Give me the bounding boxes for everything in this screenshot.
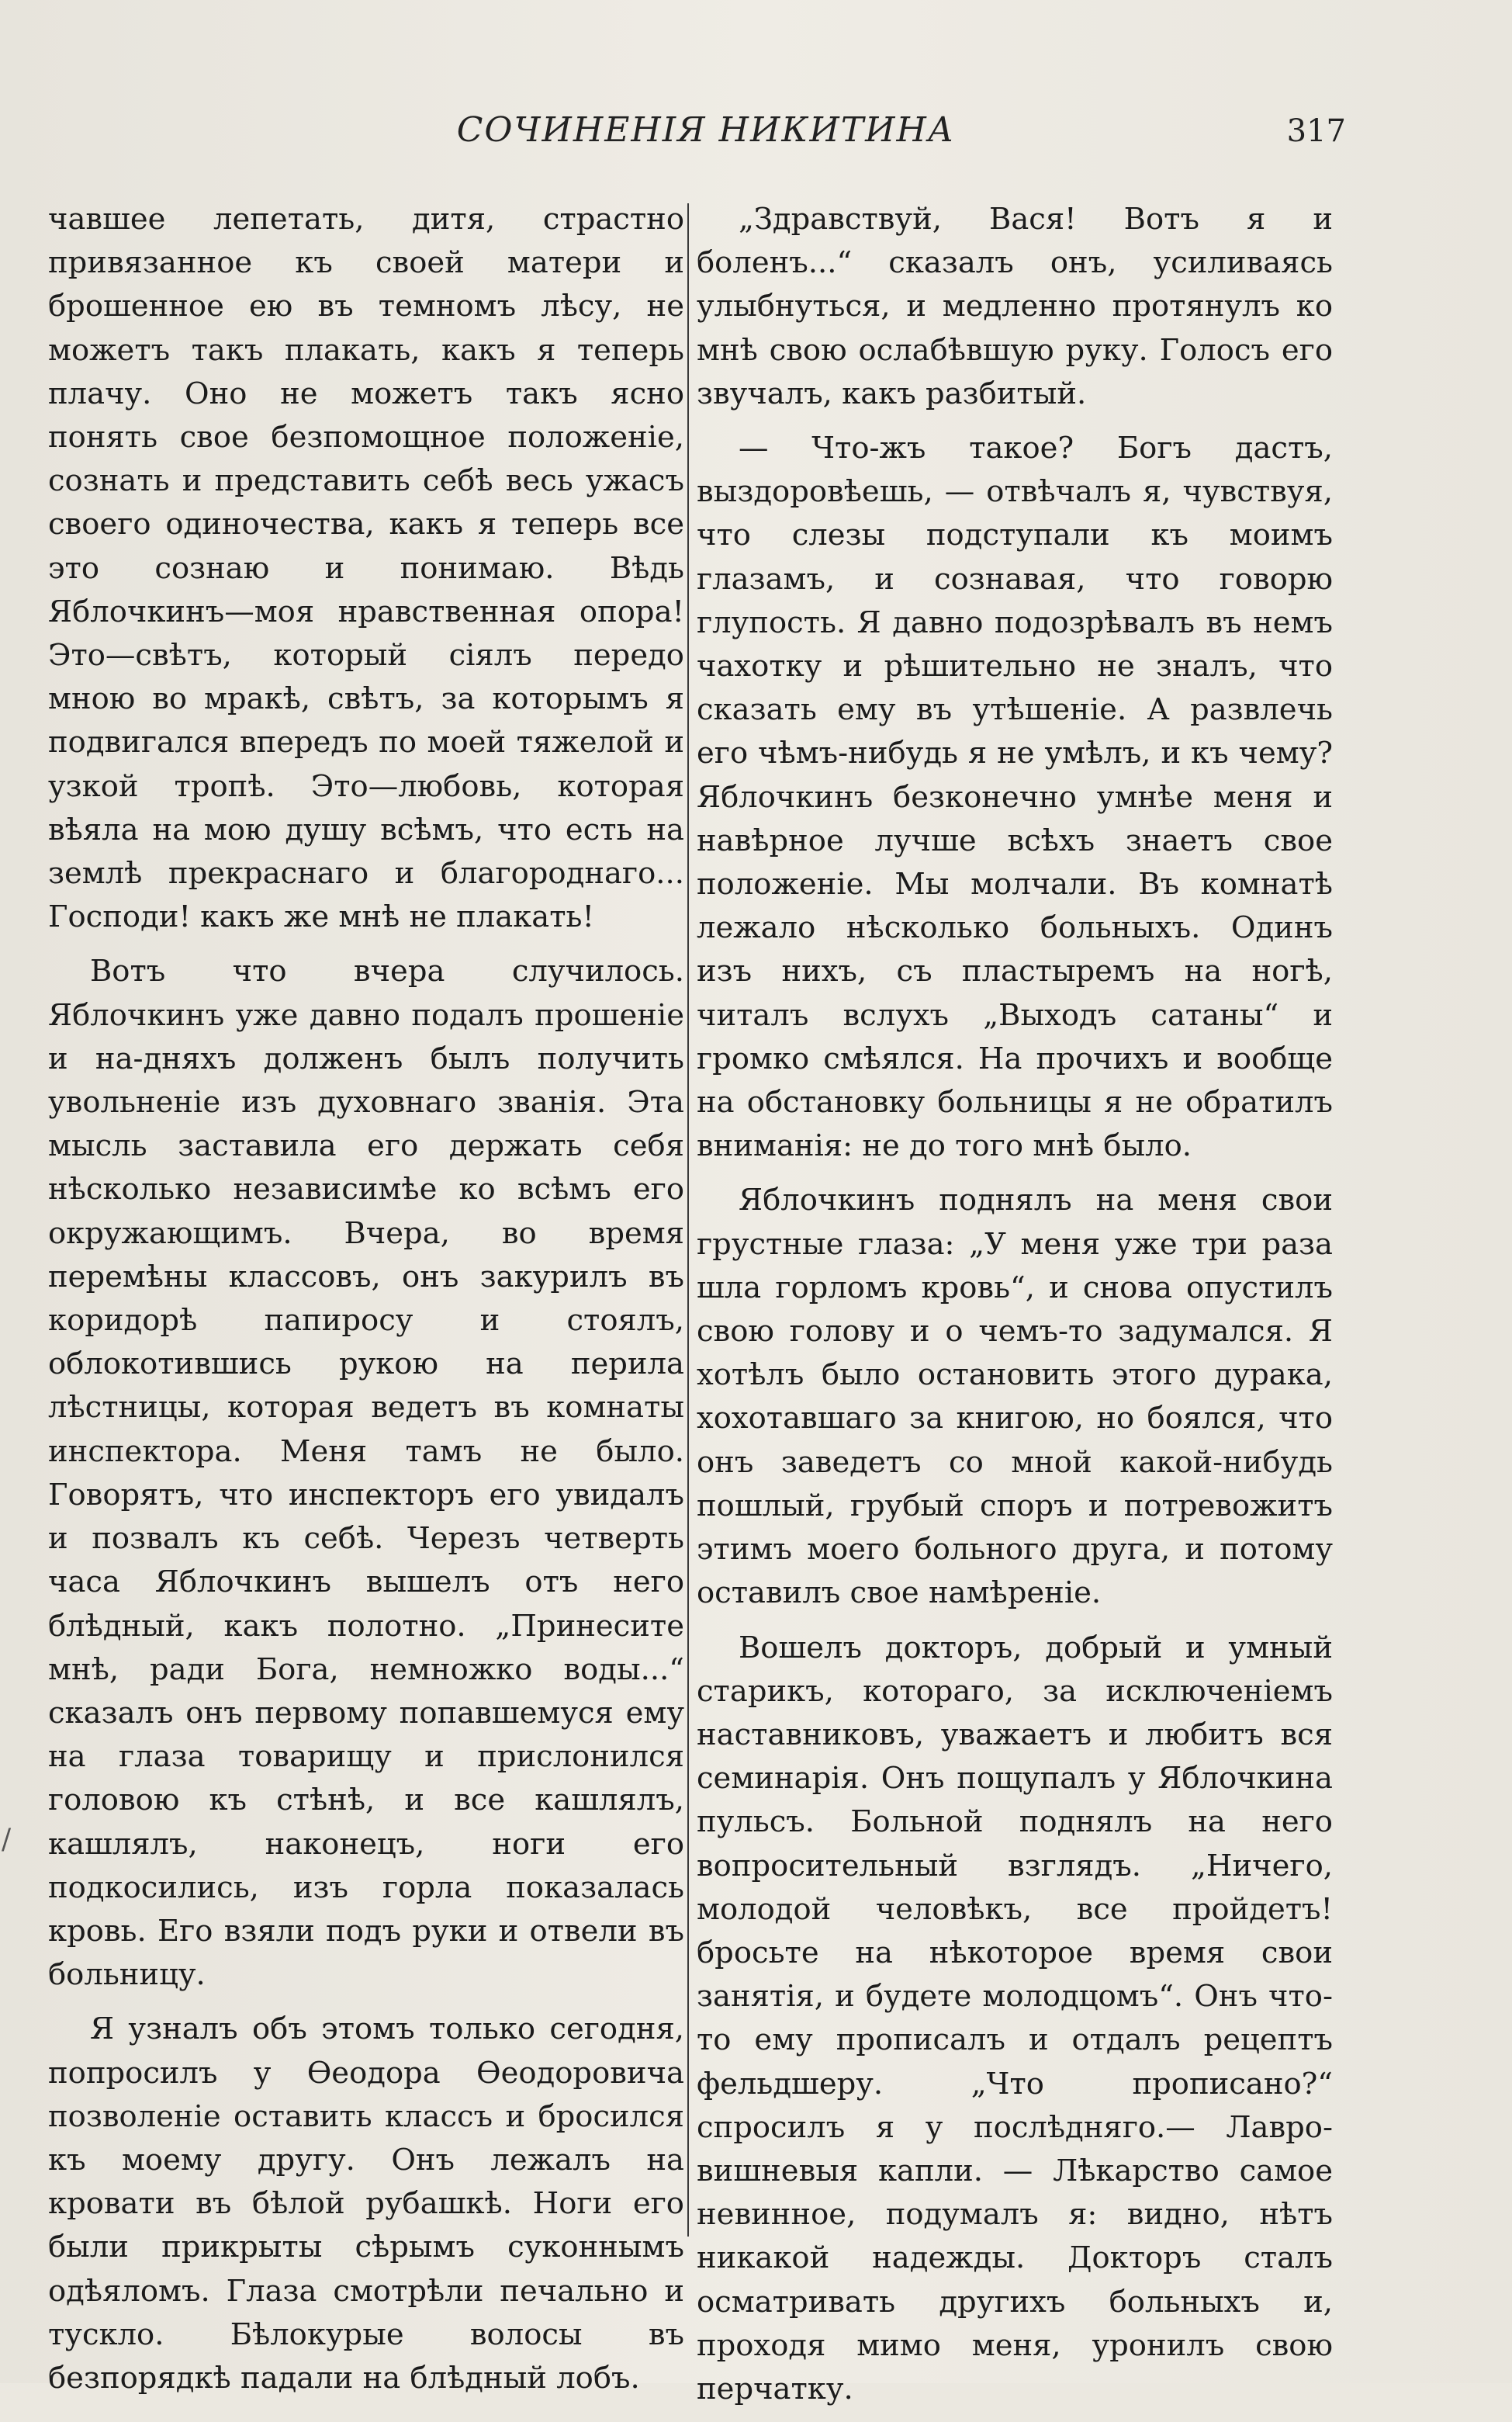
margin-pencil-mark: /: [2, 1824, 12, 1855]
paragraph: чавшее лепетать, дитя, страстно привязанное къ своей матери и брошенное ею въ темномъ лѣсу, не можетъ такъ плакать, какъ я теперь плачу. Оно не можетъ такъ ясно понять свое безпомощное положеніе, сознать и представить себѣ весь ужасъ своего одиночества, какъ я теперь все это сознаю и понимаю. Вѣдь Яблочкинъ—моя нравственная опора! Это—свѣтъ, который сіялъ передо мною во мракѣ, свѣтъ, за которымъ я подвигался впередъ по моей тяжелой и узкой тропѣ. Это—любовь, которая вѣяла на мою душу всѣмъ, что есть на землѣ прекраснаго и благороднаго... Господи! какъ же мнѣ не плакать!: [48, 202, 684, 935]
paragraph: Яблочкинъ поднялъ на меня свои грустные глаза: „У меня уже три раза шла горломъ кровь“, и снова опустилъ свою голову и о чемъ-то задумался. Я хотѣлъ было остановить этого дурака, хохотавшаго за книгою, но боялся, что онъ заведетъ со мной какой-нибудь пошлый, грубый споръ и потревожитъ этимъ моего больного друга, и потому оставилъ свое намѣреніе.: [697, 1183, 1333, 1611]
page-number: 317: [1286, 113, 1346, 149]
paragraph: Вошелъ докторъ, добрый и умный старикъ, котораго, за исключеніемъ наставниковъ, уважаетъ и любитъ вся семинарія. Онъ пощупалъ у Яблочкина пульсъ. Больной поднялъ на него вопросительный взглядъ. „Ничего, молодой человѣкъ, все пройдетъ! бросьте на нѣкоторое время свои занятія, и будете молодцомъ“. Онъ что-то ему прописалъ и отдалъ рецептъ фельдшеру. „Что прописано?“ спросилъ я у послѣдняго.— Лавро-вишневыя капли. — Лѣкарство самое невинное, подумалъ я: видно, нѣтъ никакой надежды. Докторъ сталъ осматривать другихъ больныхъ и, проходя мимо меня, уронилъ свою перчатку.: [697, 1630, 1333, 2406]
running-title: СОЧИНЕНІЯ НИКИТИНА: [456, 110, 956, 150]
left-column: [48, 198, 684, 2411]
paragraph: Вотъ что вчера случилось. Яблочкинъ уже давно подалъ прошеніе и на-дняхъ долженъ былъ получить увольненіе изъ духовнаго званія. Эта мысль заставила его держать себя нѣсколько независимѣе ко всѣмъ его окружающимъ. Вчера, во время перемѣны классовъ, онъ закурилъ въ коридорѣ папиросу и стоялъ, облокотившись рукою на перила лѣстницы, которая ведетъ въ комнаты инспектора. Меня тамъ не было. Говорятъ, что инспекторъ его увидалъ и позвалъ къ себѣ. Черезъ четверть часа Яблочкинъ вышелъ отъ него блѣдный, какъ полотно. „Принесите мнѣ, ради Бога, немножко воды...“ сказалъ онъ первому попавшемуся ему на глаза товарищу и прислонился головою къ стѣнѣ, и все кашлялъ, кашлялъ, наконецъ, ноги его подкосились, изъ горла показалась кровь. Его взяли подъ руки и отвели въ больницу.: [48, 954, 684, 1993]
paragraph: — Что-жъ такое? Богъ дастъ, выздоровѣешь, — отвѣчалъ я, чувствуя, что слезы подступали къ моимъ глазамъ, и сознавая, что говорю глупость. Я давно подозрѣвалъ въ немъ чахотку и рѣшительно не зналъ, что сказать ему въ утѣшеніе. А развлечь его чѣмъ-нибудь я не умѣлъ, и къ чему? Яблочкинъ безконечно умнѣе меня и навѣрное лучше всѣхъ знаетъ свое положеніе. Мы молчали. Въ комнатѣ лежало нѣсколько больныхъ. Одинъ изъ нихъ, съ пластыремъ на ногѣ, читалъ вслухъ „Выходъ сатаны“ и громко смѣялся. На прочихъ и вообще на обстановку больницы я не обратилъ вниманія: не до того мнѣ было.: [697, 431, 1333, 1164]
column-divider: [687, 203, 689, 2237]
right-column: [697, 198, 1333, 2422]
paragraph: „Здравствуй, Вася! Вотъ я и боленъ...“ сказалъ онъ, усиливаясь улыбнуться, и медленно протянулъ ко мнѣ свою ослабѣвшую руку. Голосъ его звучалъ, какъ разбитый.: [697, 202, 1333, 411]
paragraph: Я узналъ объ этомъ только сегодня, попросилъ у Ѳеодора Ѳеодоровича позволеніе оставить классъ и бросился къ моему другу. Онъ лежалъ на кровати въ бѣлой рубашкѣ. Ноги его были прикрыты сѣрымъ суконнымъ одѣяломъ. Глаза смотрѣли печально и тускло. Бѣлокурые волосы въ безпорядкѣ падали на блѣдный лобъ.: [48, 2011, 684, 2396]
